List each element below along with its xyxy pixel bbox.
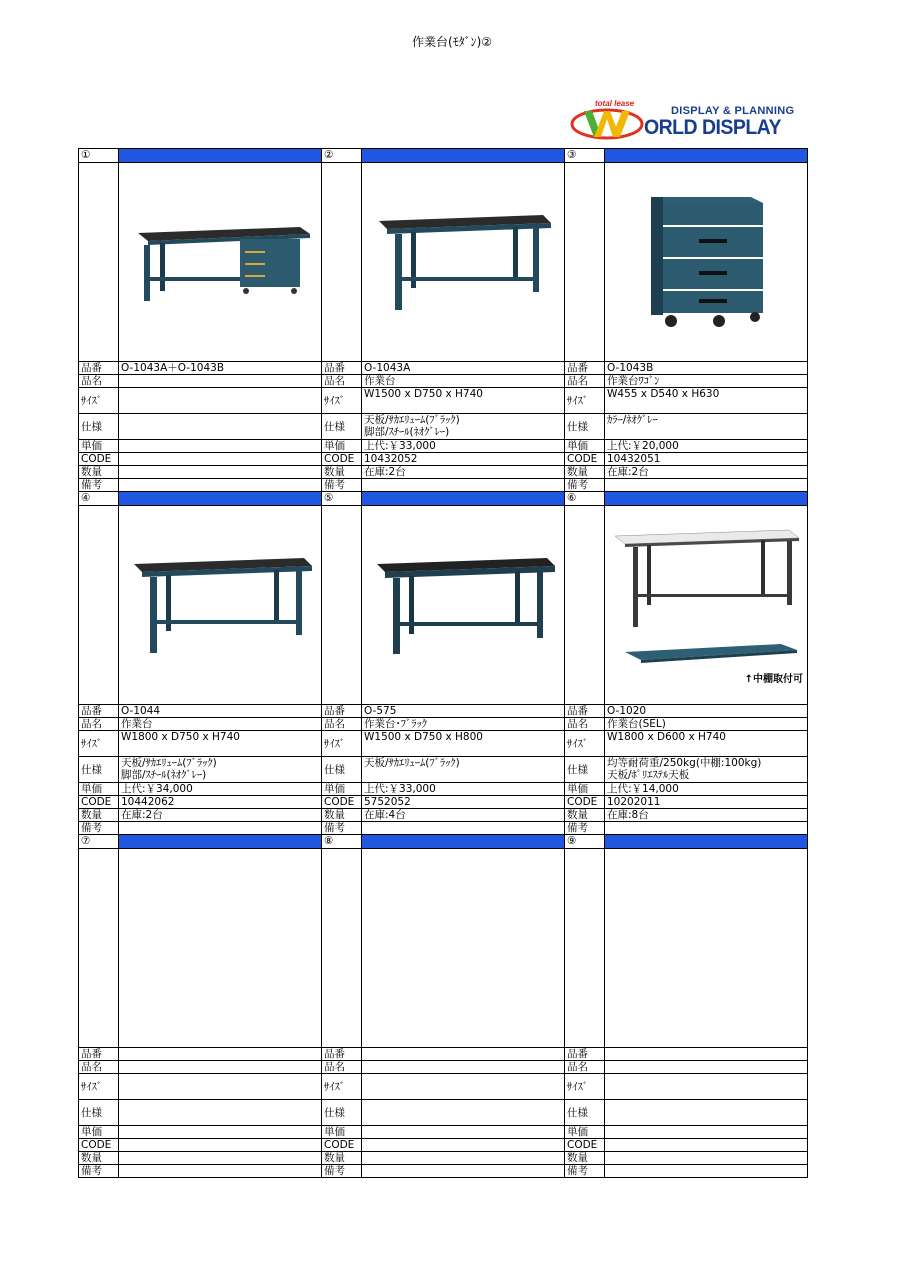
field-value-code: 10442062 [119, 796, 322, 809]
product-image-cell [119, 163, 322, 362]
field-label-qty: 数量 [565, 1152, 605, 1165]
spec-line-2: 脚部/ｽﾁｰﾙ(ﾈｵｸﾞﾚｰ) [364, 426, 450, 438]
image-label-cell [79, 163, 119, 362]
item-number: ⑤ [322, 492, 362, 506]
field-value-name: 作業台 [362, 375, 565, 388]
field-value-code: 10432052 [362, 453, 565, 466]
field-label-remarks: 備考 [565, 1165, 605, 1178]
field-label-part_no: 品番 [565, 705, 605, 718]
image-label-cell [322, 849, 362, 1048]
field-value-remarks [362, 822, 565, 835]
field-value-remarks [119, 479, 322, 492]
image-label-cell [322, 163, 362, 362]
field-label-name: 品名 [79, 1061, 119, 1074]
world-display-logo [570, 100, 806, 142]
page-title: 作業台(ﾓﾀﾞﾝ)② [411, 35, 493, 49]
spec-line-1: 天板/ｻｶｴﾘｭｰﾑ(ﾌﾞﾗｯｸ) [364, 757, 460, 769]
item-header-bar [119, 835, 322, 849]
field-label-name: 品名 [322, 375, 362, 388]
image-label-cell [565, 849, 605, 1048]
field-label-spec: 仕様 [79, 757, 119, 783]
field-value-part_no [362, 1048, 565, 1061]
field-label-price: 単価 [322, 783, 362, 796]
field-value-remarks [119, 1165, 322, 1178]
field-value-name [119, 1061, 322, 1074]
field-label-qty: 数量 [322, 1152, 362, 1165]
field-value-code [119, 1139, 322, 1152]
field-value-qty [605, 1152, 808, 1165]
field-label-size: ｻｲｽﾞ [322, 1074, 362, 1100]
workbench-sel-image [611, 524, 801, 674]
field-value-spec [362, 757, 565, 783]
field-label-remarks: 備考 [322, 479, 362, 492]
field-label-size: ｻｲｽﾞ [79, 731, 119, 757]
field-value-code: 10432051 [605, 453, 808, 466]
field-label-part_no: 品番 [322, 362, 362, 375]
field-value-spec [362, 1100, 565, 1126]
field-label-code: CODE [322, 1139, 362, 1152]
field-value-name: 作業台 [119, 718, 322, 731]
field-value-price: 上代:￥33,000 [362, 783, 565, 796]
field-label-price: 単価 [565, 783, 605, 796]
field-label-part_no: 品番 [79, 362, 119, 375]
field-value-spec [119, 414, 322, 440]
item-number: ⑨ [565, 835, 605, 849]
field-label-remarks: 備考 [565, 822, 605, 835]
field-value-code: 10202011 [605, 796, 808, 809]
field-value-price [362, 1126, 565, 1139]
field-label-code: CODE [79, 1139, 119, 1152]
item-number: ⑧ [322, 835, 362, 849]
item-header-bar [362, 492, 565, 506]
field-label-qty: 数量 [79, 809, 119, 822]
field-label-code: CODE [322, 453, 362, 466]
field-value-size: W1800 x D600 x H740 [605, 731, 808, 757]
field-label-spec: 仕様 [565, 414, 605, 440]
field-label-remarks: 備考 [322, 1165, 362, 1178]
field-value-size [119, 388, 322, 414]
field-label-qty: 数量 [565, 809, 605, 822]
field-value-price [119, 440, 322, 453]
field-label-part_no: 品番 [565, 1048, 605, 1061]
field-value-part_no: O-1044 [119, 705, 322, 718]
field-label-code: CODE [322, 796, 362, 809]
field-label-part_no: 品番 [322, 1048, 362, 1061]
logo-brand: ORLD DISPLAY [644, 116, 781, 139]
field-label-spec: 仕様 [79, 414, 119, 440]
field-label-name: 品名 [322, 1061, 362, 1074]
field-value-remarks [362, 1165, 565, 1178]
field-label-spec: 仕様 [565, 1100, 605, 1126]
field-label-qty: 数量 [79, 466, 119, 479]
field-value-qty [362, 1152, 565, 1165]
field-value-remarks [362, 479, 565, 492]
field-label-code: CODE [79, 453, 119, 466]
field-value-name: 作業台･ﾌﾞﾗｯｸ [362, 718, 565, 731]
w-logo-mark-icon [570, 105, 648, 141]
field-label-part_no: 品番 [79, 1048, 119, 1061]
field-value-price: 上代:￥14,000 [605, 783, 808, 796]
wagon-image [641, 187, 771, 337]
field-label-remarks: 備考 [322, 822, 362, 835]
field-value-spec [119, 757, 322, 783]
field-label-price: 単価 [322, 440, 362, 453]
field-value-code [605, 1139, 808, 1152]
field-value-spec [605, 414, 808, 440]
field-label-name: 品名 [565, 375, 605, 388]
product-image-cell [362, 849, 565, 1048]
product-image-cell [119, 849, 322, 1048]
spec-line-2: 脚部/ｽﾁｰﾙ(ﾈｵｸﾞﾚｰ) [121, 769, 207, 781]
field-label-size: ｻｲｽﾞ [79, 388, 119, 414]
field-value-name [119, 375, 322, 388]
image-label-cell [565, 506, 605, 705]
field-value-size: W455 x D540 x H630 [605, 388, 808, 414]
item-number: ③ [565, 149, 605, 163]
image-label-cell [79, 849, 119, 1048]
field-value-remarks [605, 822, 808, 835]
item-number: ① [79, 149, 119, 163]
item-header-bar [605, 492, 808, 506]
field-value-price [605, 1126, 808, 1139]
field-value-remarks [119, 822, 322, 835]
field-label-size: ｻｲｽﾞ [322, 388, 362, 414]
field-value-name [605, 1061, 808, 1074]
spec-line-1: 天板/ｻｶｴﾘｭｰﾑ(ﾌﾞﾗｯｸ) [364, 414, 460, 426]
field-label-price: 単価 [322, 1126, 362, 1139]
field-value-remarks [605, 1165, 808, 1178]
workbench-image [373, 207, 553, 317]
field-value-price: 上代:￥34,000 [119, 783, 322, 796]
field-value-spec [362, 414, 565, 440]
field-label-code: CODE [565, 453, 605, 466]
product-image-cell [362, 163, 565, 362]
spec-line-1: 天板/ｻｶｴﾘｭｰﾑ(ﾌﾞﾗｯｸ) [121, 757, 217, 769]
field-label-part_no: 品番 [565, 362, 605, 375]
field-value-size [119, 1074, 322, 1100]
field-value-spec [605, 757, 808, 783]
field-value-size: W1800 x D750 x H740 [119, 731, 322, 757]
logo-subtitle: DISPLAY & PLANNING [671, 105, 795, 117]
field-value-qty [119, 1152, 322, 1165]
field-value-part_no [119, 1048, 322, 1061]
field-label-code: CODE [79, 796, 119, 809]
field-label-part_no: 品番 [79, 705, 119, 718]
image-label-cell [565, 163, 605, 362]
product-image-cell [605, 506, 808, 705]
field-label-code: CODE [565, 1139, 605, 1152]
product-image-cell [362, 506, 565, 705]
field-label-name: 品名 [79, 375, 119, 388]
field-label-price: 単価 [565, 440, 605, 453]
field-value-part_no [605, 1048, 808, 1061]
field-label-name: 品名 [322, 718, 362, 731]
workbench-with-wagon-image [130, 217, 310, 307]
field-value-qty [119, 466, 322, 479]
shelf-note: ↑中棚取付可 [744, 674, 803, 685]
field-value-name [362, 1061, 565, 1074]
field-value-part_no: O-1020 [605, 705, 808, 718]
product-image-cell [605, 849, 808, 1048]
field-value-price [119, 1126, 322, 1139]
field-value-qty: 在庫:8台 [605, 809, 808, 822]
field-label-part_no: 品番 [322, 705, 362, 718]
product-image-cell [119, 506, 322, 705]
field-label-qty: 数量 [322, 809, 362, 822]
item-header-bar [362, 149, 565, 163]
field-value-spec [119, 1100, 322, 1126]
field-label-remarks: 備考 [79, 1165, 119, 1178]
field-value-size: W1500 x D750 x H800 [362, 731, 565, 757]
field-label-remarks: 備考 [79, 822, 119, 835]
spec-line-1: ｶﾗｰ/ﾈｵｸﾞﾚｰ [607, 414, 658, 426]
field-value-part_no: O-1043A＋O-1043B [119, 362, 322, 375]
field-value-code: 5752052 [362, 796, 565, 809]
field-label-size: ｻｲｽﾞ [322, 731, 362, 757]
item-header-bar [362, 835, 565, 849]
field-label-spec: 仕様 [79, 1100, 119, 1126]
field-label-name: 品名 [565, 718, 605, 731]
field-value-name: 作業台ﾜｺﾞﾝ [605, 375, 808, 388]
field-value-price: 上代:￥33,000 [362, 440, 565, 453]
field-label-remarks: 備考 [79, 479, 119, 492]
field-label-qty: 数量 [322, 466, 362, 479]
field-value-qty: 在庫:4台 [362, 809, 565, 822]
field-label-price: 単価 [79, 1126, 119, 1139]
field-label-size: ｻｲｽﾞ [565, 388, 605, 414]
field-value-size [605, 1074, 808, 1100]
item-number: ② [322, 149, 362, 163]
field-label-price: 単価 [79, 783, 119, 796]
field-label-name: 品名 [565, 1061, 605, 1074]
field-value-size [362, 1074, 565, 1100]
logo-tagline: total lease [595, 99, 635, 108]
field-value-qty: 在庫:2台 [119, 809, 322, 822]
field-label-name: 品名 [79, 718, 119, 731]
item-header-bar [119, 492, 322, 506]
item-number: ⑥ [565, 492, 605, 506]
field-value-part_no: O-1043A [362, 362, 565, 375]
field-label-size: ｻｲｽﾞ [565, 731, 605, 757]
field-value-price: 上代:￥20,000 [605, 440, 808, 453]
workbench-1800-image [128, 550, 313, 660]
spec-line-2: 天板/ﾎﾟﾘｴｽﾃﾙ天板 [607, 769, 690, 781]
field-label-spec: 仕様 [565, 757, 605, 783]
field-value-qty: 在庫:2台 [605, 466, 808, 479]
field-label-qty: 数量 [565, 466, 605, 479]
field-value-code [119, 453, 322, 466]
field-label-spec: 仕様 [322, 757, 362, 783]
field-label-size: ｻｲｽﾞ [565, 1074, 605, 1100]
field-label-price: 単価 [565, 1126, 605, 1139]
spec-line-1: 均等耐荷重/250kg(中棚:100kg) [607, 757, 762, 769]
field-value-qty: 在庫:2台 [362, 466, 565, 479]
field-value-remarks [605, 479, 808, 492]
image-label-cell [79, 506, 119, 705]
field-value-spec [605, 1100, 808, 1126]
field-value-part_no: O-1043B [605, 362, 808, 375]
workbench-black-image [371, 550, 556, 660]
field-label-code: CODE [565, 796, 605, 809]
field-label-spec: 仕様 [322, 1100, 362, 1126]
item-header-bar [119, 149, 322, 163]
product-image-cell [605, 163, 808, 362]
item-number: ⑦ [79, 835, 119, 849]
field-value-part_no: O-575 [362, 705, 565, 718]
item-header-bar [605, 149, 808, 163]
item-header-bar [605, 835, 808, 849]
field-label-size: ｻｲｽﾞ [79, 1074, 119, 1100]
field-label-price: 単価 [79, 440, 119, 453]
field-label-spec: 仕様 [322, 414, 362, 440]
field-value-name: 作業台(SEL) [605, 718, 808, 731]
item-number: ④ [79, 492, 119, 506]
field-label-qty: 数量 [79, 1152, 119, 1165]
field-value-code [362, 1139, 565, 1152]
field-value-size: W1500 x D750 x H740 [362, 388, 565, 414]
product-grid [78, 148, 808, 1178]
field-label-remarks: 備考 [565, 479, 605, 492]
image-label-cell [322, 506, 362, 705]
